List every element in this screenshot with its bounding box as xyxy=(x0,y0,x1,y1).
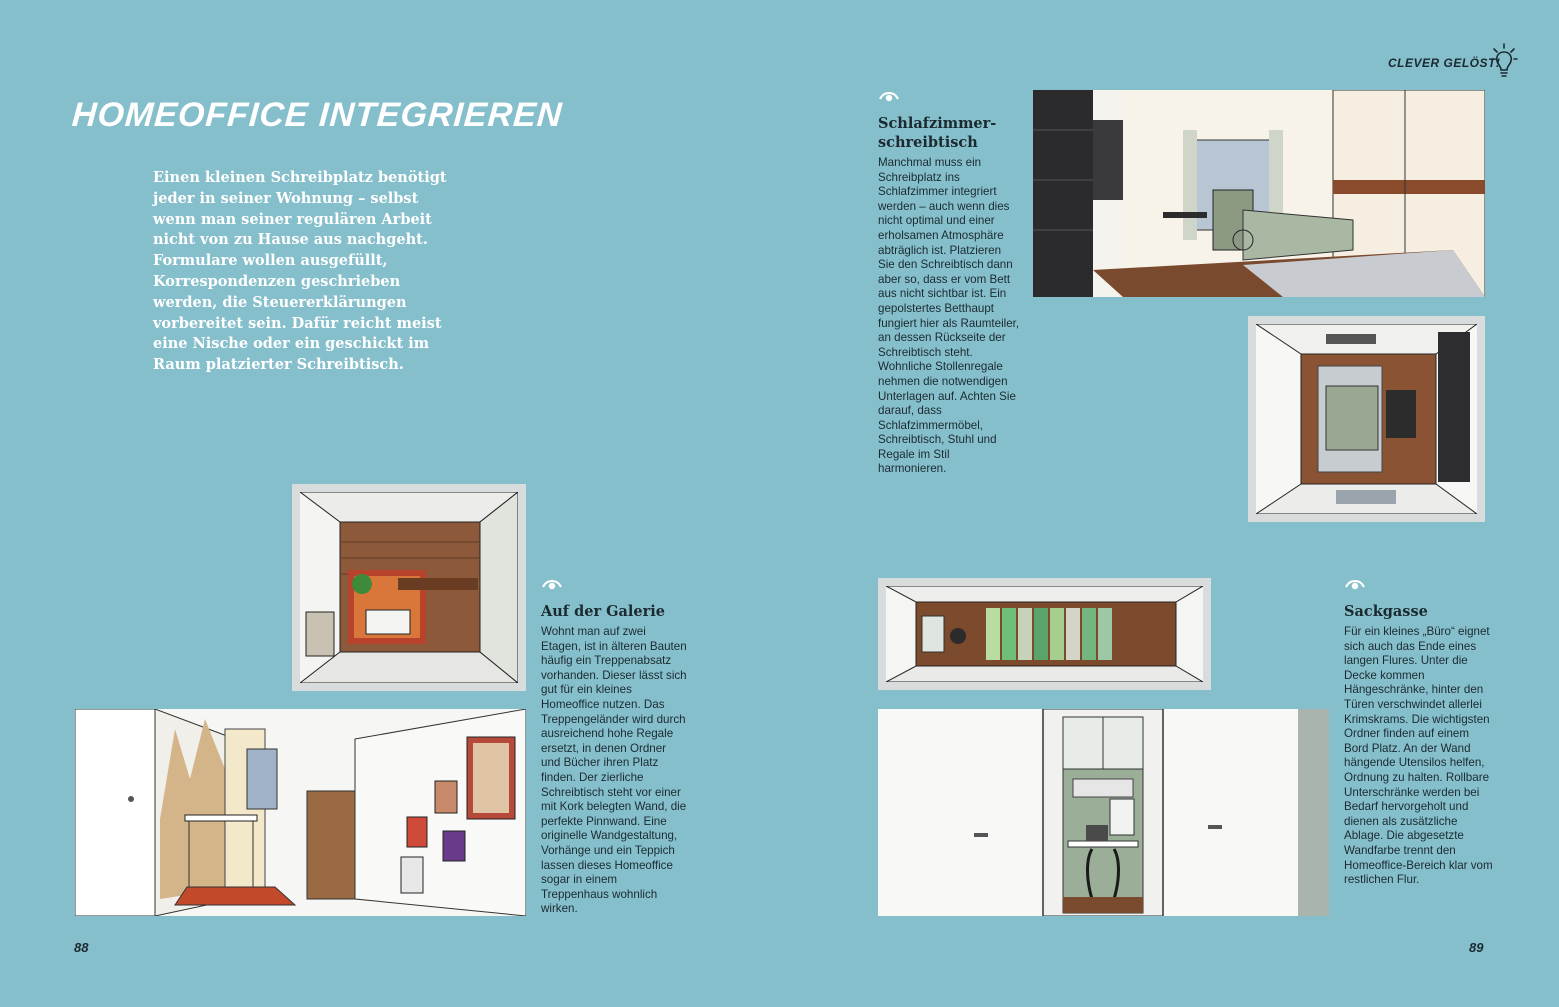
schlafzimmer-floorplan-illustration xyxy=(1248,316,1485,522)
sackgasse-section xyxy=(1344,602,1494,888)
sackgasse-perspective-illustration xyxy=(878,709,1329,916)
eye-icon xyxy=(1344,576,1366,592)
lightbulb-icon xyxy=(1490,42,1518,82)
sackgasse-title: Sackgasse xyxy=(1344,603,1428,620)
eye-icon xyxy=(541,576,563,592)
galerie-floorplan-illustration xyxy=(292,484,526,691)
galerie-body: Wohnt man auf zwei Etagen, ist in älteren Bauten häufig ein Treppenabsatz vorhanden. Dieser lässt sich gut für ein kleines Homeoffice nutzen. Das Treppengeländer wird durch ausreichend hohe Regale ersetzt, in denen Ordner und Bücher ihren Platz finden. Der zierliche Schreibtisch steht vor einer mit Kork belegten Wand, die perfekte Pinnwand. Eine originelle Wandgestaltung, Vorhänge und ein Teppich lassen dieses Homeoffice sogar in einem Treppenhaus wohnlich wirken. xyxy=(541,625,687,916)
sackgasse-floorplan-illustration xyxy=(878,578,1211,690)
schlafzimmer-body: Manchmal muss ein Schreibplatz ins Schlafzimmer integriert werden – auch wenn dies nicht optimal und einer erholsamen Atmosphäre abträglich ist. Platzieren Sie den Schreibtisch dann aber so, dass er vom Bett aus nicht sichtbar ist. Ein gepolstertes Betthaupt fungiert hier als Raumteiler, an dessen Rückseite der Schreibtisch steht. Wohnliche Stollenregale nehmen die notwendigen Unterlagen auf. Achten Sie darauf, dass Schlafzimmermöbel, Schreibtisch, Stuhl und Regale im Stil harmonieren. xyxy=(878,156,1020,476)
schlafzimmer-perspective-illustration xyxy=(1033,90,1485,297)
eye-icon xyxy=(878,88,900,104)
intro-text: Einen kleinen Schreibplatz benötigt jeder in seiner Wohnung – selbst wenn man seiner regulären Arbeit nicht von zu Hause aus nachgeht. Formulare wollen ausgefüllt, Korrespondenzen geschrieben werden, die Steuererklärungen vorbereitet sein. Dafür reicht meist eine Nische oder ein geschickt im Raum platzierter Schreibtisch. xyxy=(153,169,447,374)
sackgasse-body: Für ein kleines „Büro“ eignet sich auch das Ende eines langen Flures. Unter die Decke kommen Hängeschränke, hinter den Türen verschwindet allerlei Krimskrams. Die wichtigsten Ordner finden auf einem Bord Platz. An der Wand hängende Utensilos helfen, Ordnung zu halten. Rollbare Unterschränke werden bei Bedarf hervorgeholt und dienen als zusätzliche Ablage. Die abgesetzte Wandfarbe trennt den Homeoffice-Bereich klar vom restlichen Flur. xyxy=(1344,625,1493,887)
schlafzimmer-title: Schlafzimmer-schreibtisch xyxy=(878,115,997,151)
section-badge: CLEVER GELÖST! xyxy=(1388,56,1501,70)
schlafzimmer-section xyxy=(878,114,1020,477)
galerie-section xyxy=(541,602,687,917)
page-number-left: 88 xyxy=(74,940,89,955)
page-title: HOMEOFFICE INTEGRIEREN xyxy=(70,96,564,134)
galerie-title: Auf der Galerie xyxy=(541,603,666,620)
page-number-right: 89 xyxy=(1469,940,1484,955)
galerie-perspective-illustration xyxy=(75,709,526,916)
